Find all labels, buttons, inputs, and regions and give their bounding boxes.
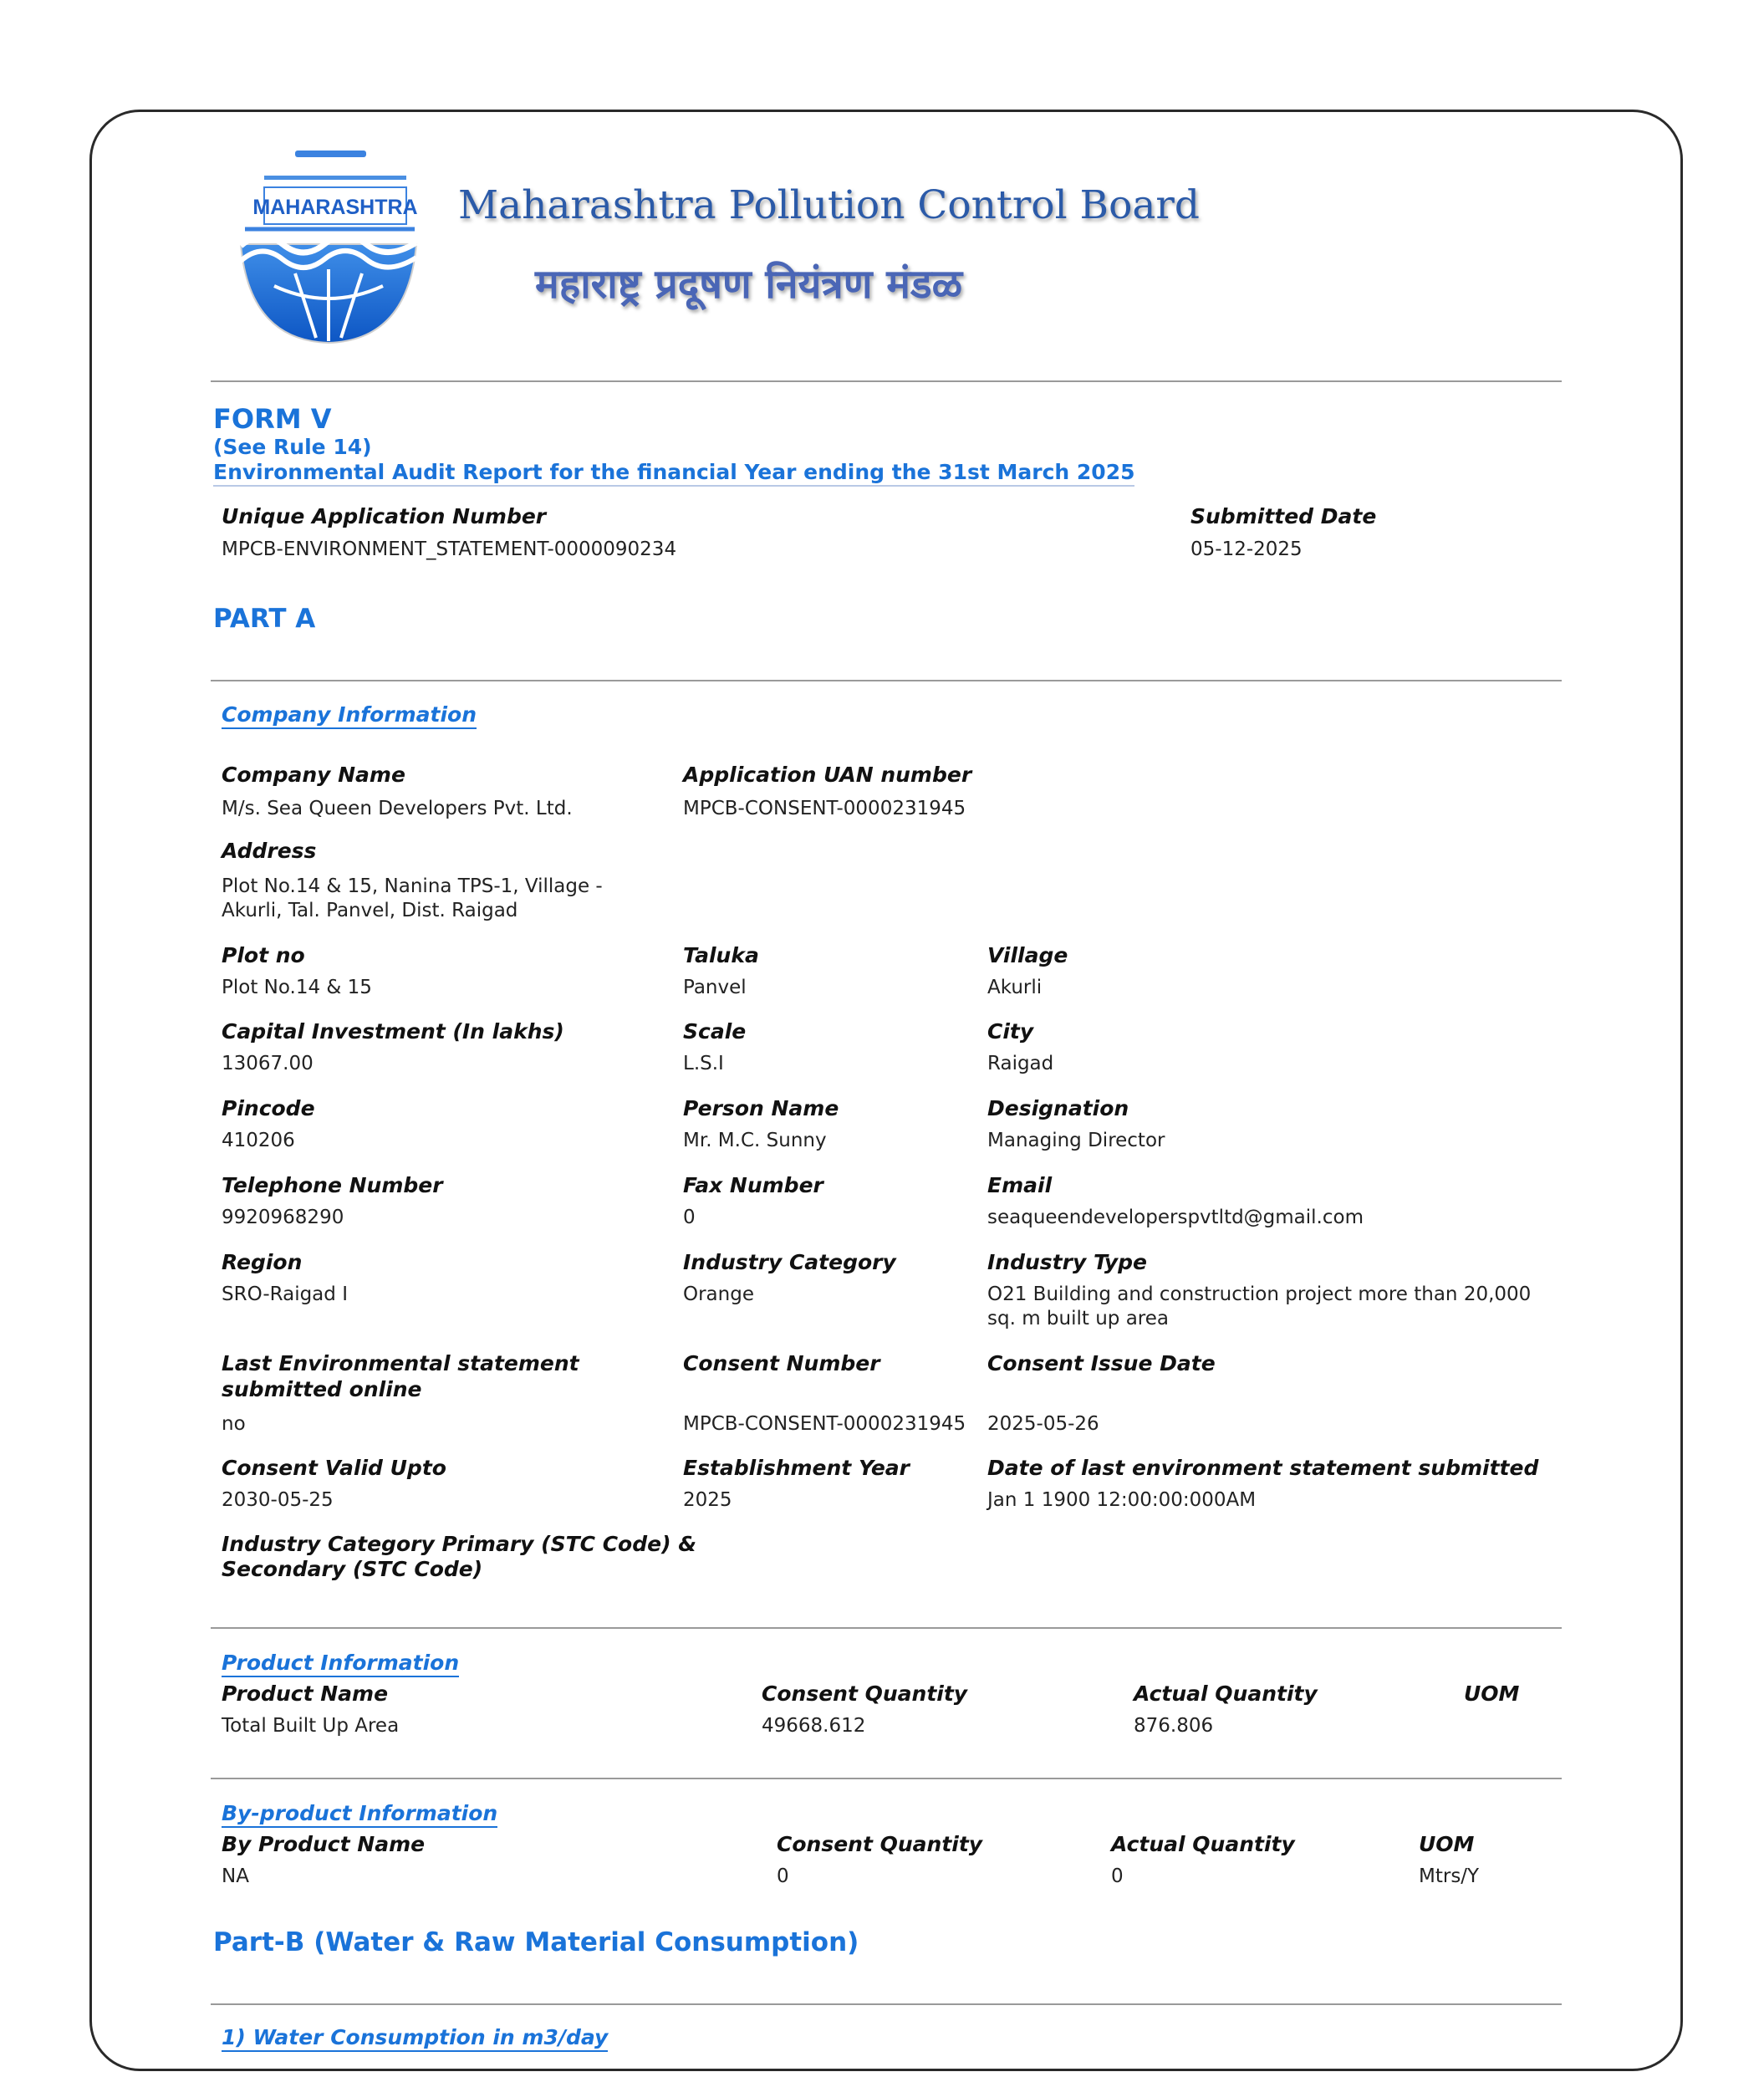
- industry-type-line-2: sq. m built up area: [987, 1308, 1169, 1329]
- city-value: Raigad: [987, 1053, 1054, 1074]
- last-env-label-line-1: Last Environmental statement: [222, 1351, 579, 1375]
- board-title-marathi: महाराष्ट्र प्रदूषण नियंत्रण मंडळ: [535, 261, 963, 308]
- taluka-value: Panvel: [683, 977, 747, 998]
- byproduct-actual-quantity-header: Actual Quantity: [1111, 1832, 1295, 1856]
- company-info-link[interactable]: Company Information: [222, 702, 477, 729]
- submitted-date-label: Submitted Date: [1190, 504, 1377, 528]
- establishment-value: 2025: [683, 1489, 732, 1511]
- consent-number-value: MPCB-CONSENT-0000231945: [683, 1413, 966, 1435]
- village-label: Village: [987, 943, 1068, 967]
- pincode-value: 410206: [222, 1130, 295, 1151]
- fax-label: Fax Number: [683, 1173, 823, 1197]
- app-uan-value: MPCB-CONSENT-0000231945: [683, 798, 966, 819]
- person-name-label: Person Name: [683, 1096, 839, 1120]
- person-name-value: Mr. M.C. Sunny: [683, 1130, 827, 1151]
- actual-quantity-value: 876.806: [1134, 1715, 1214, 1737]
- stc-label-line-2: Secondary (STC Code): [222, 1557, 483, 1581]
- last-env-value: no: [222, 1413, 246, 1435]
- form-title: FORM V: [213, 403, 332, 435]
- taluka-label: Taluka: [683, 943, 759, 967]
- form-rule: (See Rule 14): [213, 435, 372, 459]
- byproduct-consent-quantity-header: Consent Quantity: [777, 1832, 983, 1856]
- industry-type-label: Industry Type: [987, 1250, 1148, 1274]
- address-line-2: Akurli, Tal. Panvel, Dist. Raigad: [222, 900, 518, 921]
- fax-value: 0: [683, 1207, 696, 1228]
- city-label: City: [987, 1019, 1034, 1044]
- consent-valid-label: Consent Valid Upto: [222, 1456, 446, 1480]
- part-a-heading: PART A: [213, 604, 316, 634]
- mpcb-logo: [224, 144, 433, 344]
- last-env-date-label: Date of last environment statement submitted: [987, 1456, 1539, 1480]
- divider: [211, 1627, 1562, 1629]
- byproduct-uom-value: Mtrs/Y: [1419, 1865, 1480, 1887]
- telephone-label: Telephone Number: [222, 1173, 443, 1197]
- byproduct-uom-header: UOM: [1419, 1832, 1475, 1856]
- byproduct-name-header: By Product Name: [222, 1832, 426, 1856]
- byproduct-consent-quantity-value: 0: [777, 1865, 789, 1887]
- consent-number-label: Consent Number: [683, 1351, 880, 1375]
- divider: [211, 2003, 1562, 2005]
- email-label: Email: [987, 1173, 1053, 1197]
- part-b-heading: Part-B (Water & Raw Material Consumption): [213, 1927, 859, 1957]
- village-value: Akurli: [987, 977, 1043, 998]
- industry-type-line-1: O21 Building and construction project more than 20,000: [987, 1283, 1532, 1305]
- water-consumption-link[interactable]: 1) Water Consumption in m3/day: [222, 2025, 608, 2052]
- last-env-label-line-2: submitted online: [222, 1377, 422, 1401]
- uom-header: UOM: [1464, 1682, 1520, 1706]
- divider: [211, 380, 1562, 382]
- logo-text: MAHARASHTRA: [252, 196, 418, 219]
- consent-quantity-value: 49668.612: [762, 1715, 866, 1737]
- designation-value: Managing Director: [987, 1130, 1165, 1151]
- product-info-link[interactable]: Product Information: [222, 1651, 459, 1677]
- board-title-english: Maharashtra Pollution Control Board: [458, 182, 1200, 228]
- consent-quantity-header: Consent Quantity: [762, 1682, 968, 1706]
- scale-value: L.S.I: [683, 1053, 724, 1074]
- capital-label: Capital Investment (In lakhs): [222, 1019, 564, 1044]
- company-name-value: M/s. Sea Queen Developers Pvt. Ltd.: [222, 798, 573, 819]
- divider: [211, 1778, 1562, 1779]
- product-name-value: Total Built Up Area: [222, 1715, 400, 1737]
- industry-category-value: Orange: [683, 1283, 754, 1305]
- stc-label-line-1: Industry Category Primary (STC Code) &: [222, 1532, 697, 1556]
- address-label: Address: [222, 839, 317, 863]
- scale-label: Scale: [683, 1019, 747, 1044]
- establishment-label: Establishment Year: [683, 1456, 910, 1480]
- consent-issue-value: 2025-05-26: [987, 1413, 1099, 1435]
- region-value: SRO-Raigad I: [222, 1283, 348, 1305]
- byproduct-name-value: NA: [222, 1865, 249, 1887]
- address-line-1: Plot No.14 & 15, Nanina TPS-1, Village -: [222, 875, 603, 897]
- plot-label: Plot no: [222, 943, 305, 967]
- byproduct-info-link[interactable]: By-product Information: [222, 1801, 497, 1828]
- product-name-header: Product Name: [222, 1682, 389, 1706]
- consent-issue-label: Consent Issue Date: [987, 1351, 1216, 1375]
- consent-valid-value: 2030-05-25: [222, 1489, 334, 1511]
- plot-value: Plot No.14 & 15: [222, 977, 372, 998]
- divider: [211, 680, 1562, 681]
- submitted-date-value: 05-12-2025: [1190, 538, 1303, 560]
- designation-label: Designation: [987, 1096, 1129, 1120]
- byproduct-actual-quantity-value: 0: [1111, 1865, 1124, 1887]
- telephone-value: 9920968290: [222, 1207, 344, 1228]
- pincode-label: Pincode: [222, 1096, 315, 1120]
- company-name-label: Company Name: [222, 763, 405, 787]
- form-subtitle: Environmental Audit Report for the financial Year ending the 31st March 2025: [213, 460, 1134, 487]
- region-label: Region: [222, 1250, 303, 1274]
- capital-value: 13067.00: [222, 1053, 314, 1074]
- actual-quantity-header: Actual Quantity: [1134, 1682, 1318, 1706]
- app-uan-label: Application UAN number: [683, 763, 972, 787]
- last-env-date-value: Jan 1 1900 12:00:00:000AM: [987, 1489, 1257, 1511]
- email-value: seaqueendeveloperspvtltd@gmail.com: [987, 1207, 1364, 1228]
- uan-value: MPCB-ENVIRONMENT_STATEMENT-0000090234: [222, 538, 677, 560]
- uan-label: Unique Application Number: [222, 504, 547, 528]
- industry-category-label: Industry Category: [683, 1250, 896, 1274]
